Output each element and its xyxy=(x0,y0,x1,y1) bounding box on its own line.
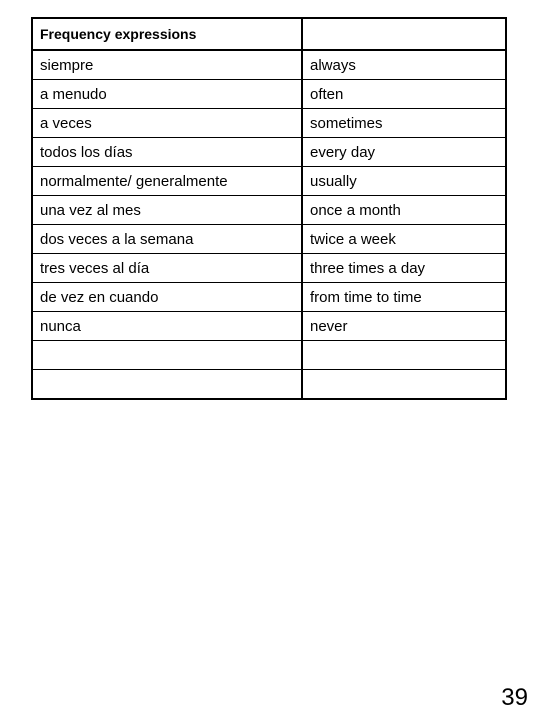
english-cell: once a month xyxy=(302,196,506,225)
english-cell: every day xyxy=(302,138,506,167)
table-row xyxy=(32,370,506,400)
spanish-cell xyxy=(32,341,302,370)
table-row xyxy=(32,254,506,283)
english-cell: sometimes xyxy=(302,109,506,138)
english-cell: usually xyxy=(302,167,506,196)
table-row xyxy=(32,167,506,196)
english-cell: from time to time xyxy=(302,283,506,312)
english-cell xyxy=(302,370,506,400)
spanish-cell: dos veces a la semana xyxy=(32,225,302,254)
english-cell: never xyxy=(302,312,506,341)
english-cell: three times a day xyxy=(302,254,506,283)
english-cell: twice a week xyxy=(302,225,506,254)
table-row xyxy=(32,80,506,109)
spanish-cell: todos los días xyxy=(32,138,302,167)
english-cell: always xyxy=(302,50,506,80)
frequency-expressions-table xyxy=(31,17,507,400)
table-header-title: Frequency expressions xyxy=(32,18,302,50)
table-row xyxy=(32,50,506,80)
spanish-cell: a veces xyxy=(32,109,302,138)
spanish-cell: nunca xyxy=(32,312,302,341)
english-cell xyxy=(302,341,506,370)
spanish-cell: una vez al mes xyxy=(32,196,302,225)
english-cell: often xyxy=(302,80,506,109)
spanish-cell: normalmente/ generalmente xyxy=(32,167,302,196)
page-number: 39 xyxy=(501,684,528,711)
spanish-cell: de vez en cuando xyxy=(32,283,302,312)
table-row xyxy=(32,312,506,341)
spanish-cell: a menudo xyxy=(32,80,302,109)
table-header-empty xyxy=(302,18,506,50)
table-row xyxy=(32,341,506,370)
table-body xyxy=(32,18,506,399)
spanish-cell: siempre xyxy=(32,50,302,80)
spanish-cell: tres veces al día xyxy=(32,254,302,283)
table-header-row xyxy=(32,18,506,50)
table-row xyxy=(32,196,506,225)
table-row xyxy=(32,225,506,254)
table-row xyxy=(32,138,506,167)
table-row xyxy=(32,109,506,138)
spanish-cell xyxy=(32,370,302,400)
table-row xyxy=(32,283,506,312)
